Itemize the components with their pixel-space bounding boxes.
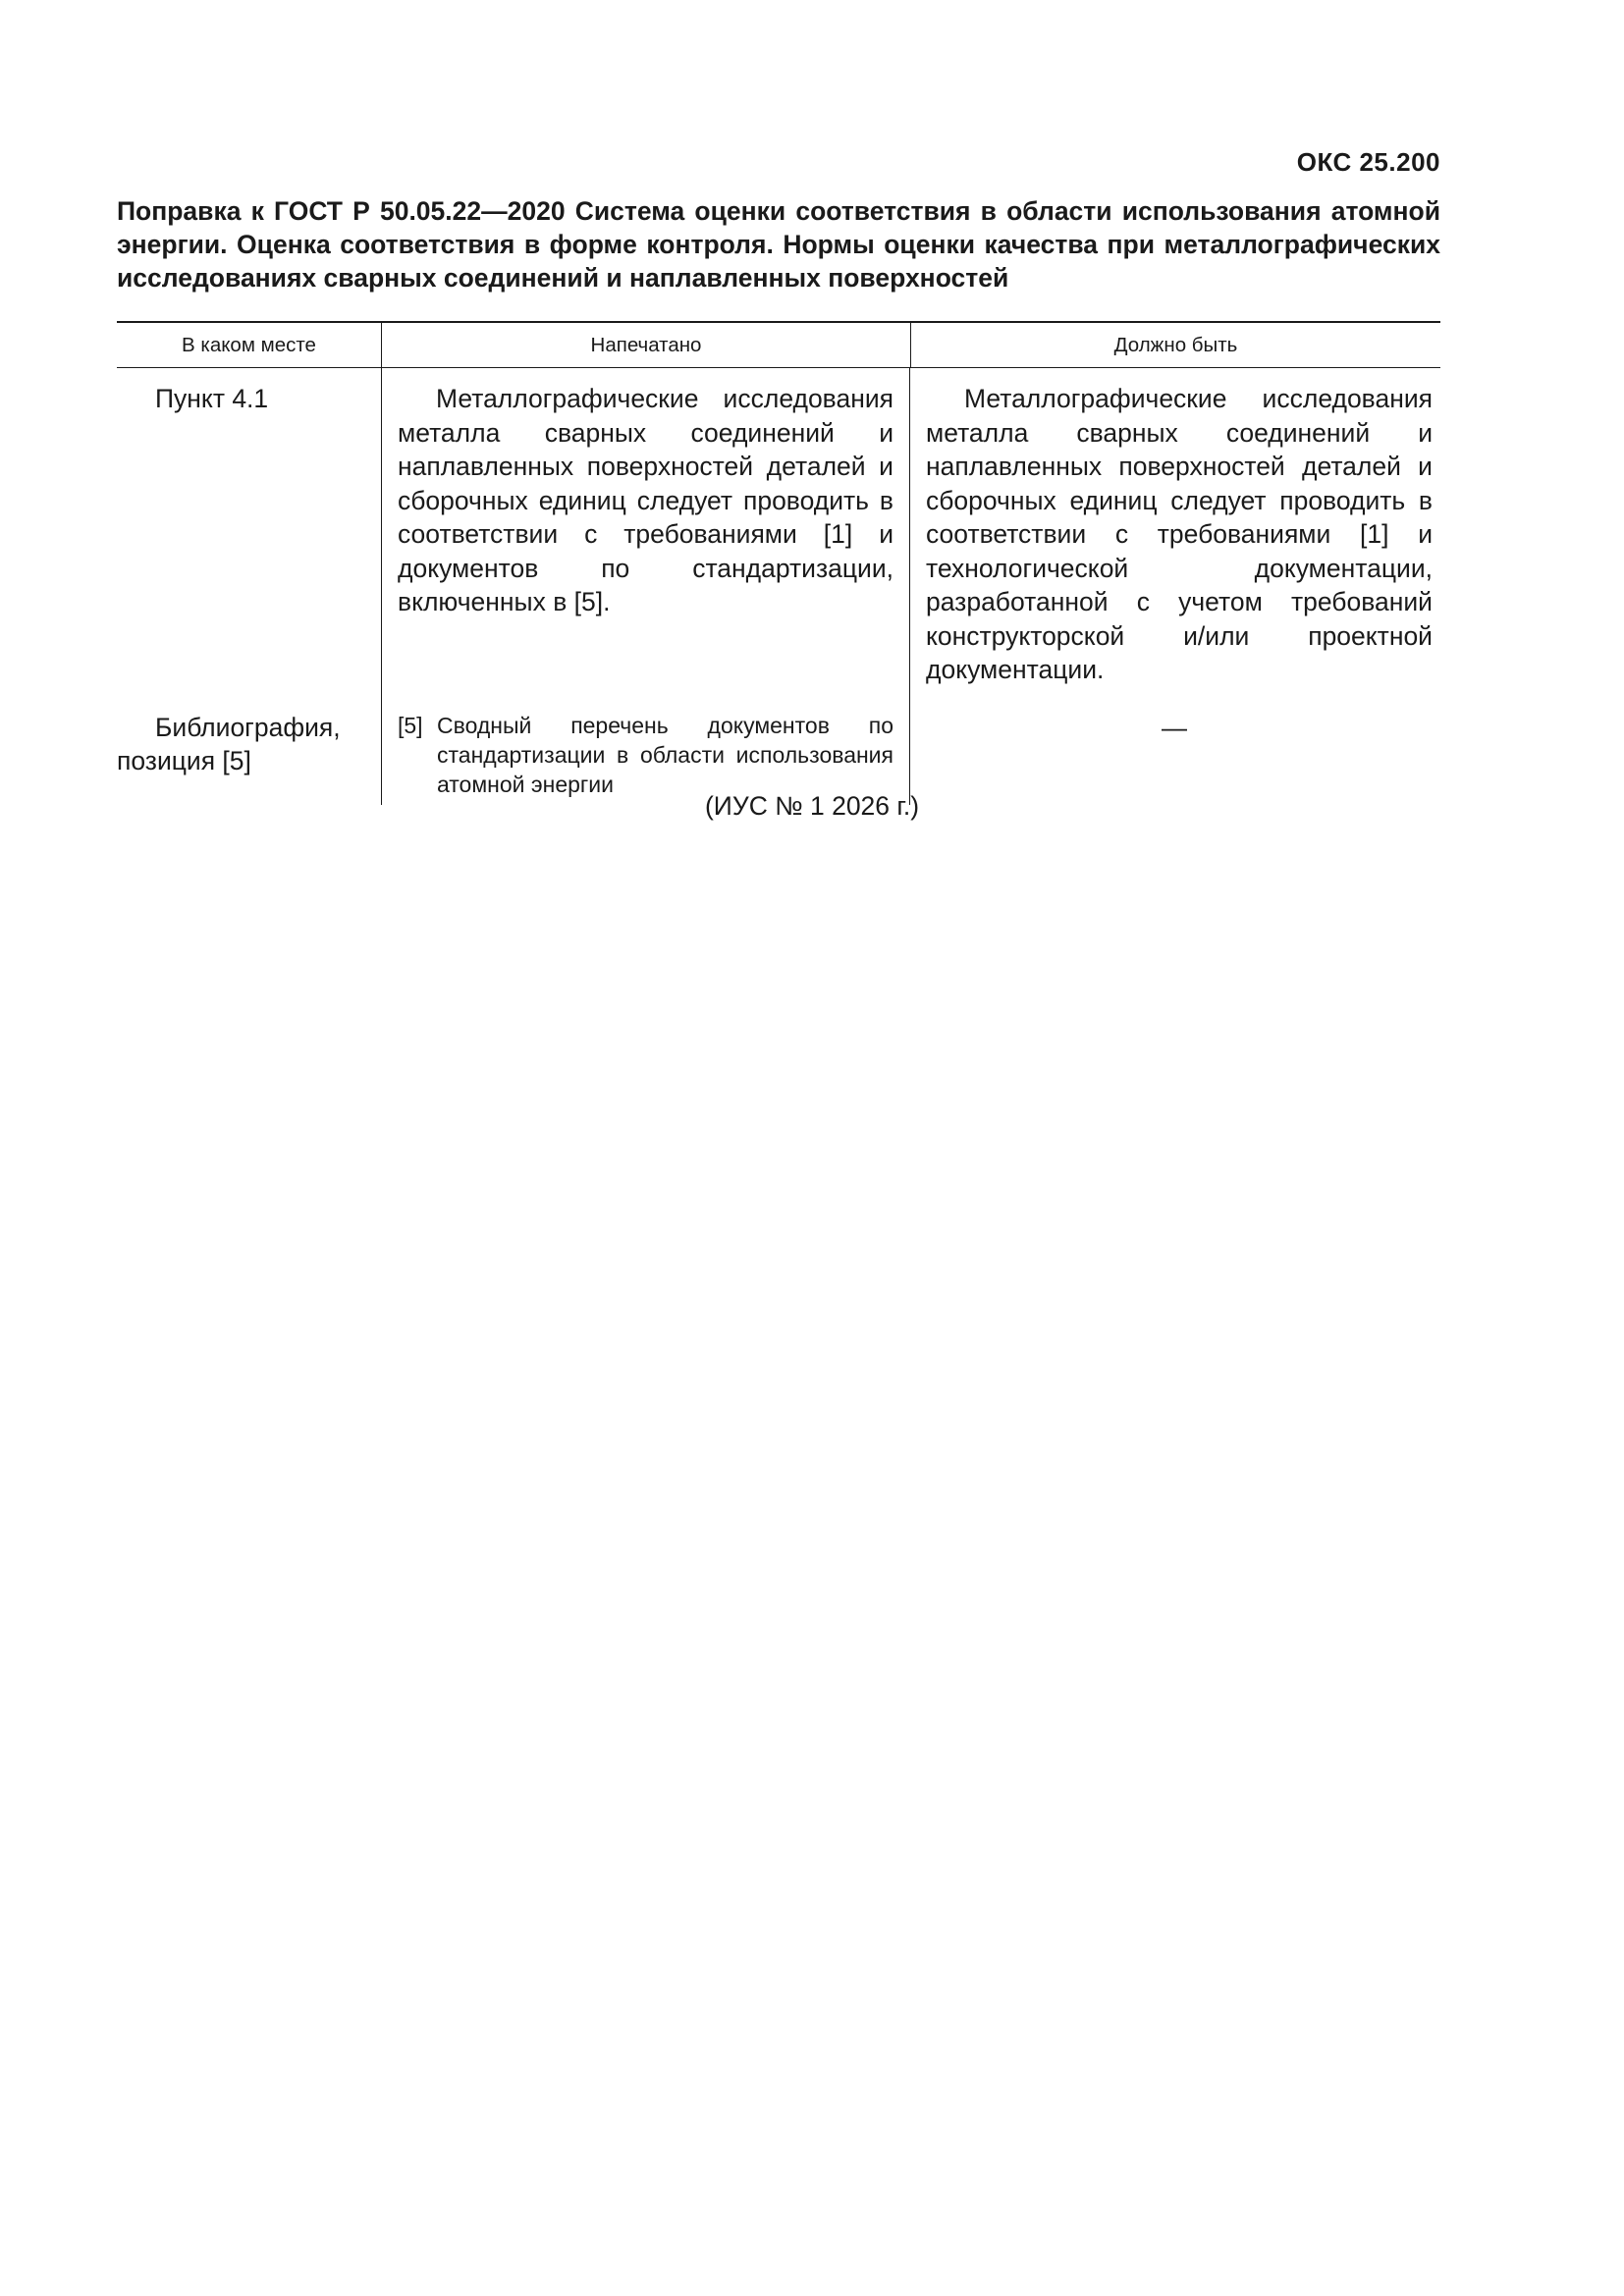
bibliography-ref: [5] (398, 712, 423, 738)
column-header-place: В каком месте (182, 333, 316, 356)
column-header-printed: Напечатано (381, 323, 910, 367)
bibliography-entry (382, 711, 909, 799)
table-header (117, 323, 1440, 368)
place-line-1: Библиография, (155, 712, 341, 742)
corrections-table (117, 321, 1440, 805)
printed-text: Металлографические исследования металла сварных соединений и наплавленных поверхностей деталей и сборочных единиц следует проводить в соответствии с требованиями [1] и документов по стандартизации, включенных в [5]. (398, 384, 893, 616)
should-be-dash: — (1162, 712, 1187, 742)
classification-code: ОКС 25.200 (1296, 147, 1440, 177)
should-be-text: Металлографические исследования металла сварных соединений и наплавленных поверхностей деталей и сборочных единиц следует проводить в соответствии с требованиями [1] и технологической документации, разработанной с учетом требований конструкторской и/или проектной документации. (926, 384, 1433, 684)
document-title: Поправка к ГОСТ Р 50.05.22—2020 Система оценки соответствия в области использования атомной энергии. Оценка соответствия в форме контроля. Нормы оценки качества при металлографических исследованиях сварных соединений и наплавленных поверхностей (117, 196, 1440, 293)
place-line-2: позиция [5] (117, 746, 251, 775)
table-row (117, 368, 1440, 711)
cell-place: Пункт 4.1 (155, 384, 269, 413)
ius-reference: (ИУС № 1 2026 г.) (704, 791, 920, 821)
cell-should-be (909, 368, 1438, 711)
column-header-should-be: Должно быть (910, 323, 1440, 367)
cell-printed (381, 368, 909, 711)
bibliography-text: Сводный перечень документов по стандартизации в области использования атомной энергии (437, 712, 893, 797)
